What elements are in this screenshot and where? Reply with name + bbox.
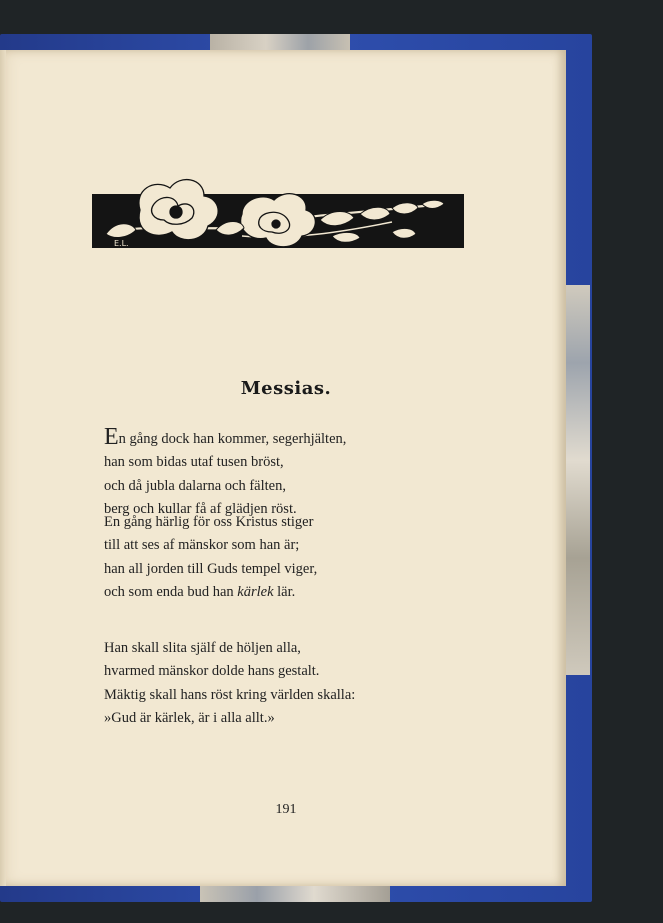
poem-line: En gång dock han kommer, segerhjälten, <box>104 424 347 450</box>
drop-cap: E <box>104 424 119 450</box>
poem-line: och som enda bud han kärlek lär. <box>104 583 296 600</box>
poem-line: »Gud är kärlek, är i alla allt.» <box>104 709 275 726</box>
poem-line: till att ses af mänskor som han är; <box>104 537 300 554</box>
ornament-monogram: E.L. <box>114 239 129 248</box>
poem-title: Messias. <box>240 378 332 399</box>
poem-line: han som bidas utaf tusen bröst, <box>104 454 284 471</box>
page-number: 191 <box>275 802 297 817</box>
poem-line: och då jubla dalarna och fälten, <box>104 477 286 494</box>
poem-line: han all jorden till Guds tempel viger, <box>104 560 318 577</box>
marbled-endpaper-bottom <box>200 884 390 902</box>
emphasized-word: kärlek <box>237 583 274 600</box>
poem-line: Mäktig skall hans röst kring världen skalla: <box>104 686 356 703</box>
marbled-endpaper-right <box>566 285 590 675</box>
poem-line: hvarmed mänskor dolde hans gestalt. <box>104 663 320 680</box>
poem-line: berg och kullar få af glädjen röst. <box>104 500 297 517</box>
floral-vignette-icon <box>92 174 464 252</box>
stanza-1 <box>104 424 464 521</box>
stanza-2 <box>104 511 464 604</box>
poem-line: En gång härlig för oss Kristus stiger <box>104 514 314 530</box>
book-page <box>6 50 566 886</box>
poem-line: Han skall slita själf de höljen alla, <box>104 640 301 656</box>
stanza-3 <box>104 637 464 730</box>
